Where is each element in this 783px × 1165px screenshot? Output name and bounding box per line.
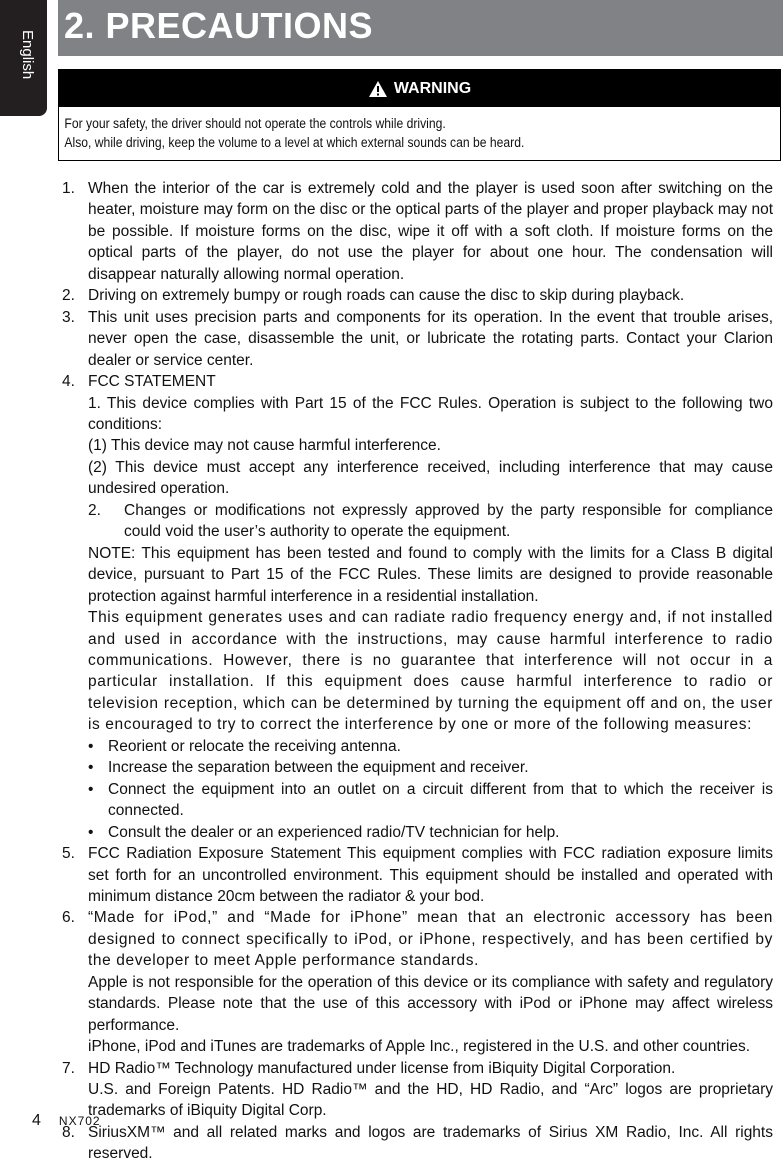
bullet: • [88,823,94,841]
list-item [62,1122,773,1165]
bullet-text: Connect the equipment into an outlet on a circuit different from that to which the receiver is connected. [108,780,773,820]
item-text: SiriusXM™ and all related marks and logos are trademarks of Sirius XM Radio, Inc. All rights reserved. [88,1123,773,1163]
item-number: 4. [62,373,75,391]
list-item [62,178,773,285]
bullet-text: Reorient or relocate the receiving antenna. [108,737,401,755]
language-label: English [19,30,36,80]
section-header [58,0,783,56]
item-number: 5. [62,845,75,863]
warning-line: Also, while driving, keep the volume to a level at which external sounds can be heard. [64,135,525,150]
warning-bar [59,70,780,107]
item-text: “Made for iPod,” and “Made for iPhone” mean that an electronic accessory has been designed to connect specifically to iPod, or iPhone, respectively, and has been certified by the developer to meet Apple performance standards. [88,909,773,970]
warning-label: WARNING [393,79,472,97]
item-text: (2) This device must accept any interference received, including interference that may cause undesired operation. [88,458,773,498]
bullet-text: Consult the dealer or an experienced radio/TV technician for help. [108,823,560,841]
item-text: iPhone, iPod and iTunes are trademarks of Apple Inc., registered in the U.S. and other countries. [88,1038,750,1056]
section-title: 2. PRECAUTIONS [64,5,374,46]
precautions-list [62,178,773,1165]
warning-line: For your safety, the driver should not operate the controls while driving. [64,116,446,131]
item-text: This unit uses precision parts and components for its operation. In the event that trouble arises, never open the case, disassemble the unit, or lubricate the rotating parts. Contact your Clarion dealer or service center. [88,308,773,369]
item-text: When the interior of the car is extremely cold and the player is used soon after switching on the heater, moisture may form on the disc or the optical parts of the player and proper playback may not be possible. If moisture forms on the disc, wipe it off with a soft cloth. If moisture forms on the optical parts of the player, do not use the player for about one hour. The condensation will disappear naturally allowing normal operation. [88,180,773,283]
list-item [62,1058,773,1122]
bullet-item [88,779,773,822]
model-name: NX702 [58,1114,101,1128]
bullet: • [88,759,94,777]
bullet-item [88,757,773,778]
item-text: FCC Radiation Exposure Statement This equipment complies with FCC radiation exposure limits set forth for an uncontrolled environment. This equipment should be installed and operated with minimum distance 20cm between the radiator & your bod. [88,845,773,905]
item-text: (1) This device may not cause harmful interference. [88,437,441,455]
item-number: 6. [62,909,75,927]
item-text: U.S. and Foreign Patents. HD Radio™ and the HD, HD Radio, and “Arc” logos are proprietary trademarks of iBiquity Digital Corp. [88,1081,773,1120]
bullet: • [88,780,94,798]
page-footer [32,1112,101,1130]
item-text: Apple is not responsible for the operation of this device or its compliance with safety and regulatory standards. Please note that the use of this accessory with iPod or iPhone may affect wireless performance. [88,973,773,1034]
bullet: • [88,737,94,755]
item-text: This equipment generates uses and can radiate radio frequency energy and, if not installed and used in accordance with the instructions, may cause harmful interference to radio communications. However, there is no guarantee that interference will not occur in a particular installation. If this equipment does cause harmful interference to radio or television reception, which can be determined by turning the equipment off and on, the user is encouraged to try to correct the interference by one or more of the following measures: [88,609,773,734]
fcc-note: NOTE: This equipment has been tested and found to comply with the limits for a Class B digital device, pursuant to Part 15 of the FCC Rules. These limits are designed to provide reasonable protection against harmful interference in a residential installation. [88,544,773,605]
item-text: HD Radio™ Technology manufactured under license from iBiquity Digital Corporation. [88,1059,676,1077]
bullet-text: Increase the separation between the equipment and receiver. [108,759,529,777]
list-item [62,843,773,907]
warning-box [58,69,781,161]
sub-text: Changes or modifications not expressly approved by the party responsible for compliance could void the user’s authority to operate the equipment. [124,501,773,541]
warning-triangle-icon [368,80,388,98]
bullet-item [88,822,773,843]
item-number: 8. [62,1123,75,1141]
fcc-title: FCC STATEMENT [88,373,216,391]
item-text: Driving on extremely bumpy or rough roads can cause the disc to skip during playback. [88,287,685,305]
list-item-fcc [62,371,773,843]
language-tab [0,0,47,116]
item-number: 7. [62,1059,75,1077]
page-number: 4 [32,1112,41,1129]
item-number: 1. [62,180,75,197]
list-item [62,907,773,1057]
list-item [62,307,773,371]
sub-item [88,500,773,543]
item-number: 2. [62,287,75,305]
list-item [62,285,773,306]
bullet-item [88,736,773,757]
item-number: 3. [62,308,75,326]
sub-number: 2. [88,501,101,519]
item-text: 1. This device complies with Part 15 of the FCC Rules. Operation is subject to the following two conditions: [88,394,773,433]
